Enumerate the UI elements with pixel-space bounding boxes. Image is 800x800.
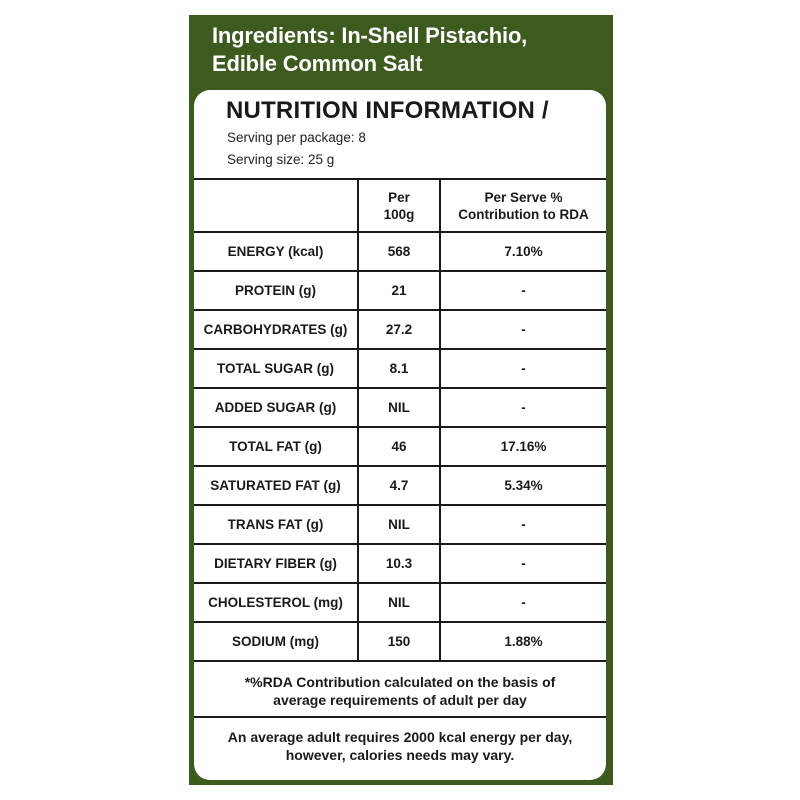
per-100g-cell: 8.1 — [358, 349, 440, 388]
rda-note — [194, 673, 606, 709]
nutrient-cell: CARBOHYDRATES (g) — [194, 310, 358, 349]
table-row — [194, 388, 606, 427]
per-100g-cell: NIL — [358, 583, 440, 622]
per-100g-cell: NIL — [358, 505, 440, 544]
ingredients-line-2: Edible Common Salt — [212, 51, 423, 76]
per-100g-cell: 10.3 — [358, 544, 440, 583]
nutrient-cell: CHOLESTEROL (mg) — [194, 583, 358, 622]
table-row — [194, 271, 606, 310]
per-100g-cell: 27.2 — [358, 310, 440, 349]
table-bottom-rule — [194, 660, 606, 662]
table-row — [194, 622, 606, 661]
ingredients-text — [212, 22, 602, 78]
table-row — [194, 583, 606, 622]
table-row — [194, 310, 606, 349]
table-body — [194, 232, 606, 661]
table-row — [194, 427, 606, 466]
rda-cell: 5.34% — [440, 466, 606, 505]
table-row — [194, 505, 606, 544]
per-100g-cell: 150 — [358, 622, 440, 661]
nutrient-cell: SATURATED FAT (g) — [194, 466, 358, 505]
serving-per-package: Serving per package: 8 — [227, 130, 366, 145]
nutrient-cell: TOTAL SUGAR (g) — [194, 349, 358, 388]
rda-cell: - — [440, 583, 606, 622]
note-divider — [194, 716, 606, 718]
header-rda — [440, 179, 606, 232]
ingredients-line-1: Ingredients: In-Shell Pistachio, — [212, 23, 528, 48]
rda-cell: - — [440, 388, 606, 427]
rda-note-line-2: average requirements of adult per day — [273, 692, 527, 708]
energy-note-line-2: however, calories needs may vary. — [285, 747, 515, 763]
header-rda-line-1: Per Serve % — [484, 189, 563, 205]
nutrient-cell: SODIUM (mg) — [194, 622, 358, 661]
nutrient-cell: ENERGY (kcal) — [194, 232, 358, 271]
energy-note — [194, 728, 606, 764]
header-per-100g — [358, 179, 440, 232]
nutrient-cell: TOTAL FAT (g) — [194, 427, 358, 466]
table-header-row — [194, 179, 606, 232]
per-100g-cell: 4.7 — [358, 466, 440, 505]
nutrient-cell: DIETARY FIBER (g) — [194, 544, 358, 583]
per-100g-cell: 21 — [358, 271, 440, 310]
nutrient-cell: ADDED SUGAR (g) — [194, 388, 358, 427]
rda-cell: 7.10% — [440, 232, 606, 271]
rda-cell: 17.16% — [440, 427, 606, 466]
nutrition-title: NUTRITION INFORMATION / — [226, 97, 549, 124]
serving-size: Serving size: 25 g — [227, 152, 335, 167]
rda-cell: - — [440, 271, 606, 310]
table-row — [194, 232, 606, 271]
header-per-100g-line-2: 100g — [383, 206, 415, 222]
rda-cell: - — [440, 310, 606, 349]
table-row — [194, 466, 606, 505]
per-100g-cell: NIL — [358, 388, 440, 427]
per-100g-cell: 46 — [358, 427, 440, 466]
header-rda-line-2: Contribution to RDA — [458, 206, 589, 222]
per-100g-cell: 568 — [358, 232, 440, 271]
rda-cell: - — [440, 505, 606, 544]
rda-cell: 1.88% — [440, 622, 606, 661]
table-row — [194, 349, 606, 388]
rda-cell: - — [440, 349, 606, 388]
nutrition-table — [194, 178, 606, 662]
rda-note-line-1: *%RDA Contribution calculated on the basis of — [244, 674, 556, 690]
rda-cell: - — [440, 544, 606, 583]
nutrient-cell: PROTEIN (g) — [194, 271, 358, 310]
header-nutrient — [194, 179, 358, 232]
header-per-100g-line-1: Per — [388, 189, 410, 205]
nutrient-cell: TRANS FAT (g) — [194, 505, 358, 544]
table-row — [194, 544, 606, 583]
energy-note-line-1: An average adult requires 2000 kcal energy per day, — [227, 729, 573, 745]
